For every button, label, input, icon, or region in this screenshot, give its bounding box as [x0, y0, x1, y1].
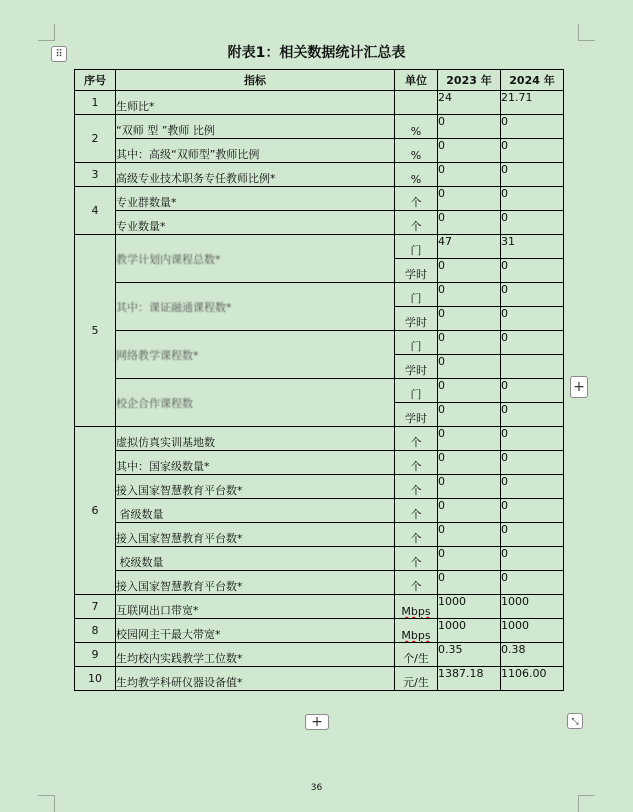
row-value-2024[interactable]: 31: [501, 235, 564, 259]
row-value-2023[interactable]: 0.35: [438, 643, 501, 667]
row-value-2024[interactable]: 21.71: [501, 91, 564, 115]
row-unit[interactable]: 个: [395, 523, 438, 547]
row-value-2024[interactable]: 0: [501, 403, 564, 427]
table-row: [75, 451, 564, 475]
row-value-2024[interactable]: 0.38: [501, 643, 564, 667]
table-row: [75, 379, 564, 403]
table-row: [75, 499, 564, 523]
row-value-2024[interactable]: 0: [501, 331, 564, 355]
table-move-handle-icon[interactable]: ⠿: [51, 46, 67, 62]
header-2023: 2023 年: [438, 70, 501, 91]
row-value-2024[interactable]: 0: [501, 139, 564, 163]
table-row: [75, 235, 564, 259]
row-unit[interactable]: 个: [395, 451, 438, 475]
row-value-2023[interactable]: 0: [438, 451, 501, 475]
row-value-2024[interactable]: 0: [501, 547, 564, 571]
table-row: [75, 115, 564, 139]
row-value-2023[interactable]: 0: [438, 139, 501, 163]
row-value-2024[interactable]: 0: [501, 451, 564, 475]
row-value-2023[interactable]: 0: [438, 163, 501, 187]
row-value-2023[interactable]: 0: [438, 307, 501, 331]
row-value-2024[interactable]: 1000: [501, 619, 564, 643]
row-unit[interactable]: %: [395, 115, 438, 139]
row-indicator[interactable]: 接入国家智慧教育平台数*: [116, 475, 395, 499]
row-indicator[interactable]: 生均校内实践教学工位数*: [116, 643, 395, 667]
crop-mark-top-left: [38, 24, 55, 41]
row-unit[interactable]: %: [395, 139, 438, 163]
row-indicator[interactable]: 其中：课证融通课程数*: [116, 283, 395, 331]
row-value-2023[interactable]: 0: [438, 427, 501, 451]
row-indicator[interactable]: 虚拟仿真实训基地数: [116, 427, 395, 451]
row-indicator[interactable]: 专业数量*: [116, 211, 395, 235]
row-value-2023[interactable]: 1000: [438, 595, 501, 619]
row-unit[interactable]: 门: [395, 283, 438, 307]
row-value-2024[interactable]: 0: [501, 163, 564, 187]
crop-mark-bottom-left: [38, 795, 55, 812]
table-row: [75, 547, 564, 571]
statistics-table: [74, 69, 564, 691]
row-value-2023[interactable]: 0: [438, 115, 501, 139]
row-value-2024[interactable]: 0: [501, 523, 564, 547]
header-unit: 单位: [395, 70, 438, 91]
header-2024: 2024 年: [501, 70, 564, 91]
row-value-2023[interactable]: 0: [438, 547, 501, 571]
row-unit[interactable]: 个: [395, 499, 438, 523]
row-value-2023[interactable]: 1000: [438, 619, 501, 643]
table-row: [75, 643, 564, 667]
table-header-row: [75, 70, 564, 91]
row-value-2023[interactable]: 0: [438, 379, 501, 403]
row-value-2023[interactable]: 1387.18: [438, 667, 501, 691]
row-value-2023[interactable]: 0: [438, 211, 501, 235]
row-indicator[interactable]: 高级专业技术职务专任教师比例*: [116, 163, 395, 187]
row-index: 9: [75, 643, 116, 667]
row-value-2024[interactable]: 0: [501, 571, 564, 595]
row-value-2024[interactable]: 0: [501, 259, 564, 283]
row-index: 7: [75, 595, 116, 619]
table-row: [75, 427, 564, 451]
row-unit[interactable]: 个/生: [395, 643, 438, 667]
row-unit[interactable]: 学时: [395, 355, 438, 379]
row-unit[interactable]: 学时: [395, 259, 438, 283]
row-value-2024[interactable]: 0: [501, 475, 564, 499]
row-value-2023[interactable]: 0: [438, 523, 501, 547]
row-unit[interactable]: [395, 91, 438, 115]
row-value-2024[interactable]: 1106.00: [501, 667, 564, 691]
row-index: 6: [75, 427, 116, 595]
row-indicator[interactable]: 校企合作课程数: [116, 379, 395, 427]
row-indicator[interactable]: 其中：高级“双师型”教师比例: [116, 139, 395, 163]
row-unit[interactable]: 门: [395, 331, 438, 355]
row-unit[interactable]: [395, 595, 438, 619]
row-unit[interactable]: [395, 619, 438, 643]
row-indicator[interactable]: 接入国家智慧教育平台数*: [116, 523, 395, 547]
table-row: [75, 163, 564, 187]
row-value-2023[interactable]: 0: [438, 403, 501, 427]
row-value-2024[interactable]: 0: [501, 115, 564, 139]
row-value-2024[interactable]: 0: [501, 307, 564, 331]
table-row: [75, 139, 564, 163]
row-value-2023[interactable]: 0: [438, 259, 501, 283]
row-indicator[interactable]: “双师 型 ”教师 比例: [116, 115, 395, 139]
row-value-2023[interactable]: 0: [438, 499, 501, 523]
row-value-2024[interactable]: [501, 355, 564, 379]
row-index: 5: [75, 235, 116, 427]
row-indicator[interactable]: 其中：国家级数量*: [116, 451, 395, 475]
table-row: [75, 571, 564, 595]
row-value-2023[interactable]: 0: [438, 283, 501, 307]
row-indicator[interactable]: 生师比*: [116, 91, 395, 115]
row-unit[interactable]: 门: [395, 379, 438, 403]
row-index: 10: [75, 667, 116, 691]
row-unit[interactable]: 个: [395, 475, 438, 499]
row-value-2023[interactable]: 47: [438, 235, 501, 259]
row-unit[interactable]: 学时: [395, 307, 438, 331]
row-indicator[interactable]: 网络教学课程数*: [116, 331, 395, 379]
row-unit[interactable]: 个: [395, 187, 438, 211]
add-row-icon[interactable]: +: [305, 714, 329, 730]
row-value-2023[interactable]: 0: [438, 355, 501, 379]
row-indicator[interactable]: 校级数量: [116, 547, 395, 571]
table-row: [75, 91, 564, 115]
row-value-2024[interactable]: 0: [501, 427, 564, 451]
page-title: 附表1：相关数据统计汇总表: [227, 45, 406, 61]
row-index: 1: [75, 91, 116, 115]
header-indicator: 指标: [116, 70, 395, 91]
unit-text: Mbps: [401, 629, 431, 642]
table-row: [75, 667, 564, 691]
row-indicator[interactable]: 生均教学科研仪器设备值*: [116, 667, 395, 691]
table-row: [75, 187, 564, 211]
row-indicator[interactable]: 专业群数量*: [116, 187, 395, 211]
row-value-2023[interactable]: 0: [438, 331, 501, 355]
row-indicator[interactable]: 互联网出口带宽*: [116, 595, 395, 619]
row-value-2024[interactable]: 0: [501, 499, 564, 523]
row-value-2023[interactable]: 0: [438, 187, 501, 211]
header-index: 序号: [75, 70, 116, 91]
row-unit[interactable]: 个: [395, 211, 438, 235]
table-row: [75, 331, 564, 355]
row-indicator[interactable]: 省级数量: [116, 499, 395, 523]
row-value-2024[interactable]: 1000: [501, 595, 564, 619]
crop-mark-bottom-right: [578, 795, 595, 812]
table-row: [75, 475, 564, 499]
row-value-2023[interactable]: 0: [438, 475, 501, 499]
row-unit[interactable]: 学时: [395, 403, 438, 427]
table-row: [75, 595, 564, 619]
table-row: [75, 211, 564, 235]
unit-text: Mbps: [401, 605, 431, 618]
row-value-2024[interactable]: 0: [501, 379, 564, 403]
row-unit[interactable]: 个: [395, 547, 438, 571]
row-value-2024[interactable]: 0: [501, 187, 564, 211]
row-indicator[interactable]: 接入国家智慧教育平台数*: [116, 571, 395, 595]
row-index: 8: [75, 619, 116, 643]
row-unit[interactable]: 元/生: [395, 667, 438, 691]
row-unit[interactable]: %: [395, 163, 438, 187]
table-row: [75, 283, 564, 307]
table-row: [75, 523, 564, 547]
row-index: 3: [75, 163, 116, 187]
row-value-2024[interactable]: 0: [501, 211, 564, 235]
row-unit[interactable]: 个: [395, 427, 438, 451]
crop-mark-top-right: [578, 24, 595, 41]
row-index: 2: [75, 115, 116, 163]
table-resize-icon[interactable]: ⤡: [567, 713, 583, 729]
row-unit[interactable]: 个: [395, 571, 438, 595]
row-indicator[interactable]: 教学计划内课程总数*: [116, 235, 395, 283]
add-column-icon[interactable]: +: [570, 376, 588, 398]
row-unit[interactable]: 门: [395, 235, 438, 259]
row-value-2024[interactable]: 0: [501, 283, 564, 307]
row-value-2023[interactable]: 0: [438, 571, 501, 595]
row-value-2023[interactable]: 24: [438, 91, 501, 115]
page-number: 36: [310, 783, 323, 793]
table-row: [75, 619, 564, 643]
row-indicator[interactable]: 校园网主干最大带宽*: [116, 619, 395, 643]
row-index: 4: [75, 187, 116, 235]
